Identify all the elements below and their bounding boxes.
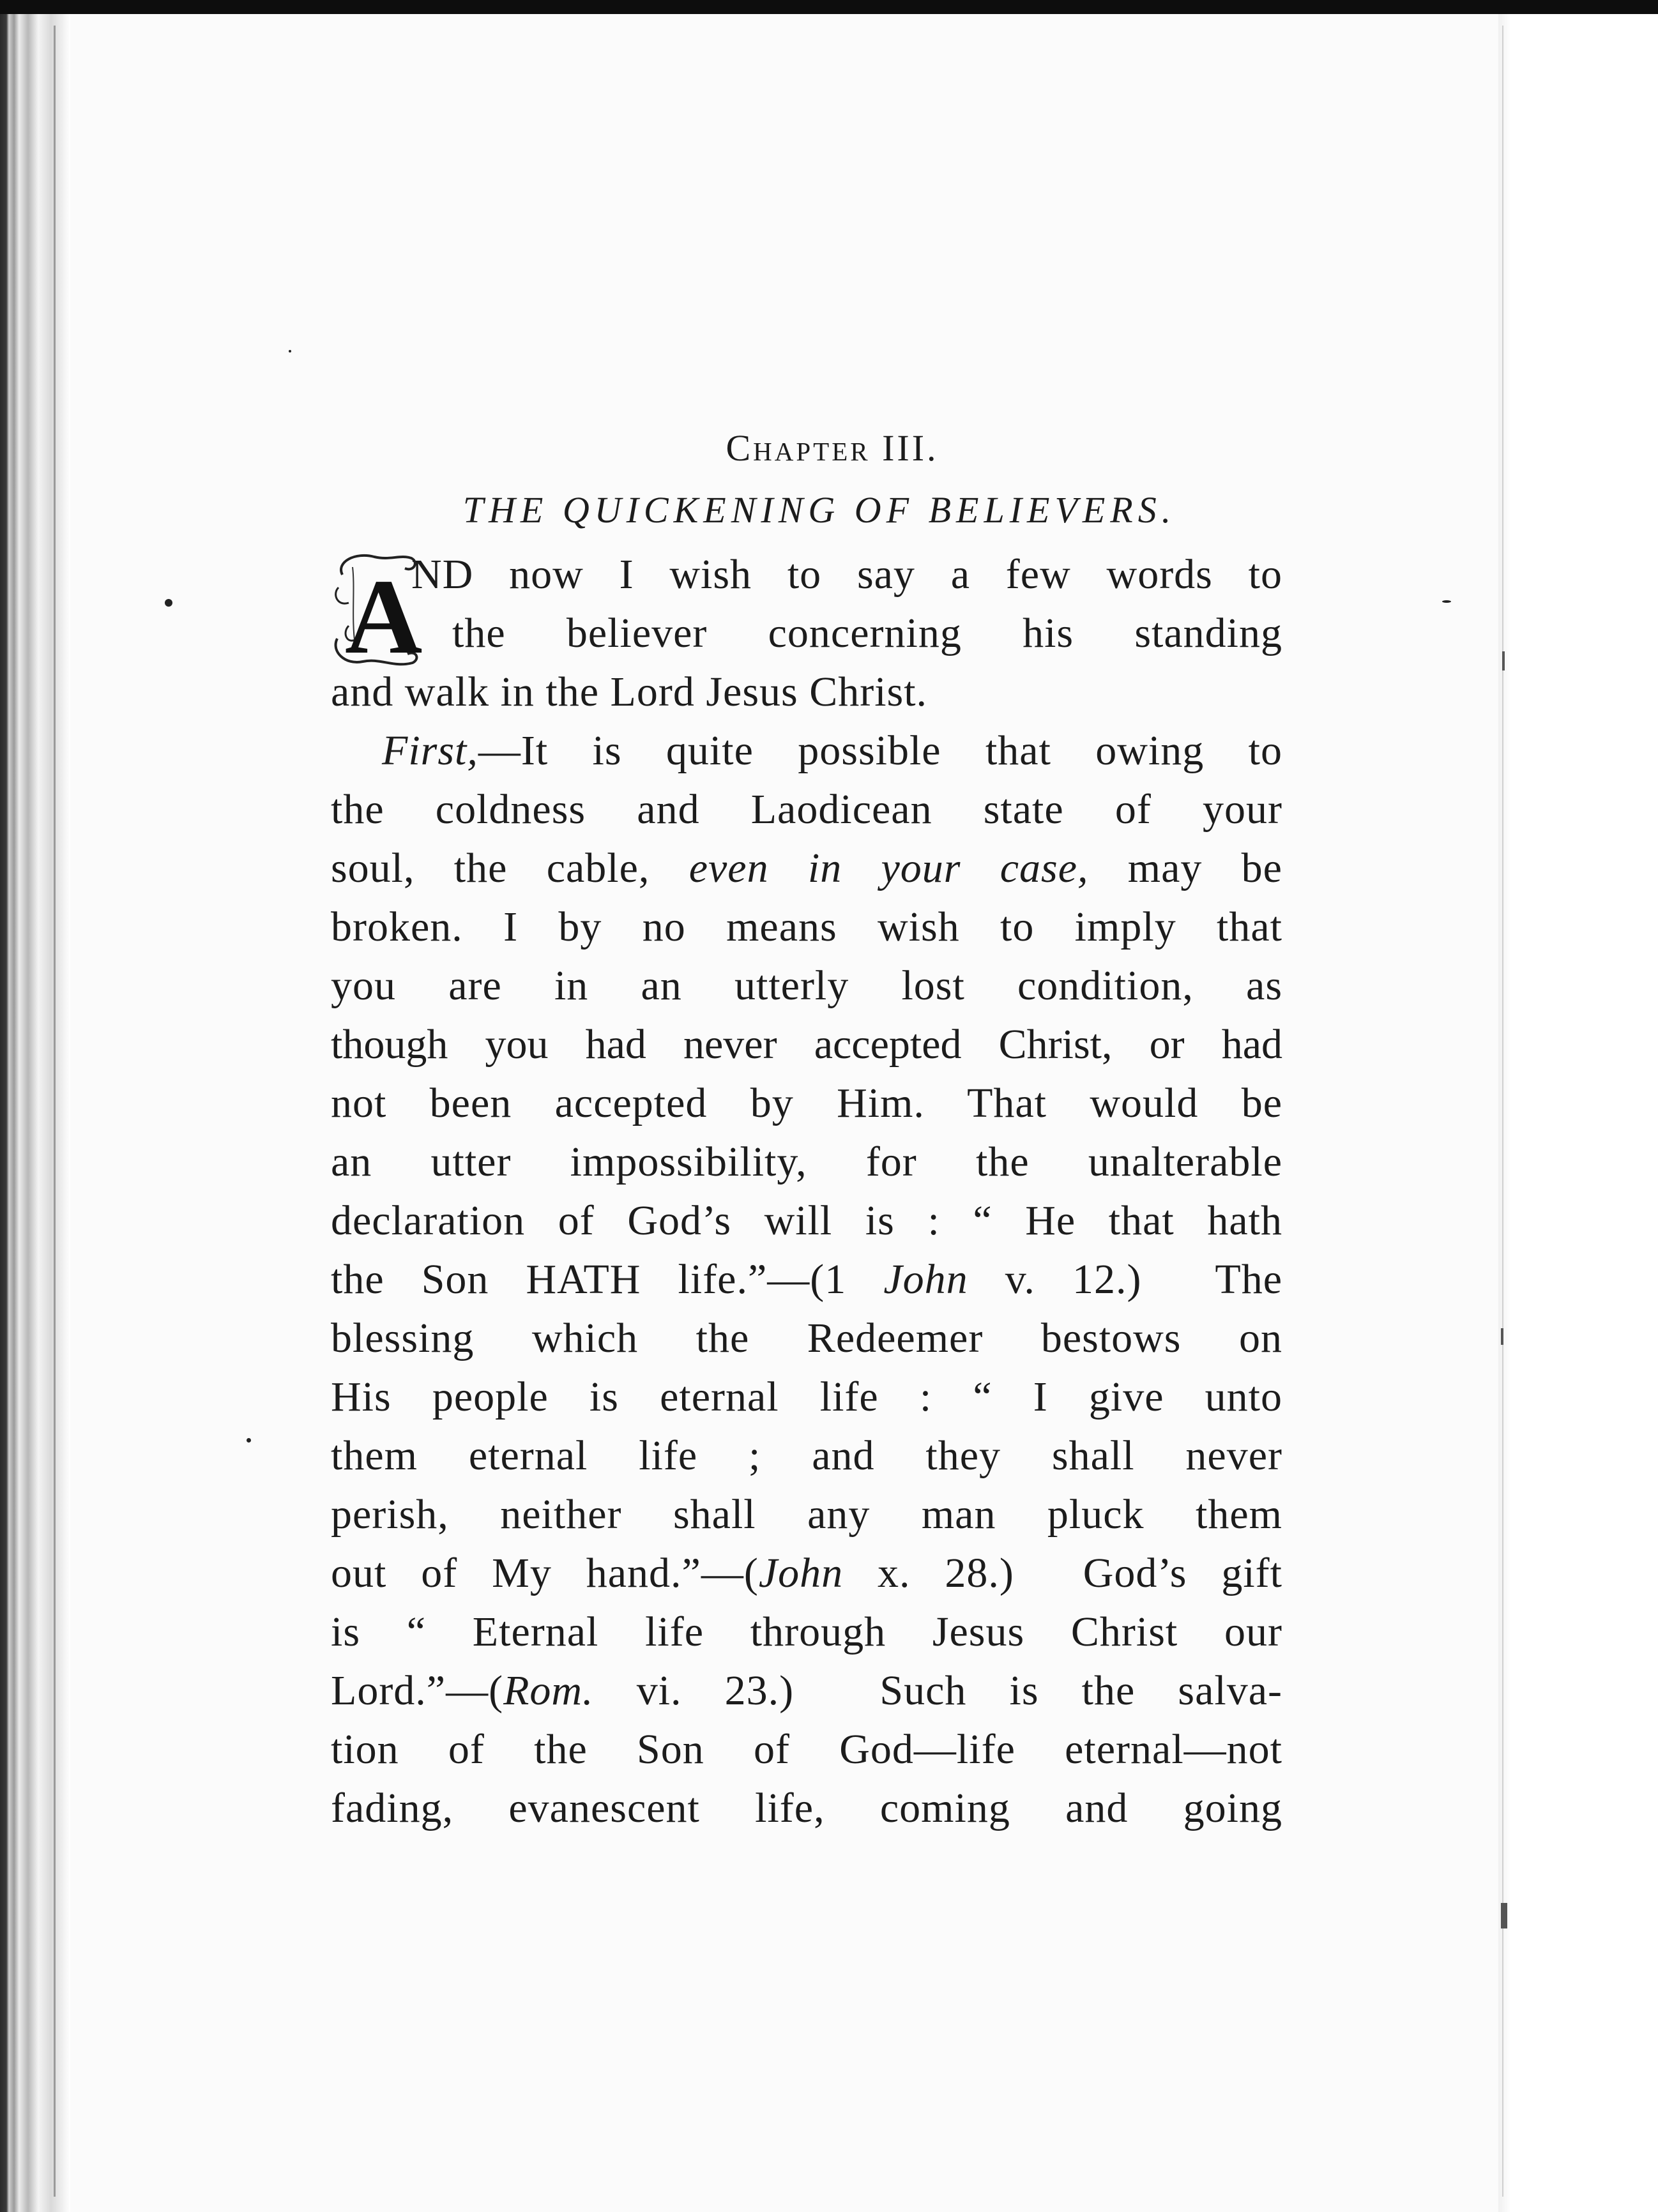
text-span: vi. 23.) Such is the salva- xyxy=(593,1667,1282,1714)
text-line: fading, evanescent life, coming and going xyxy=(331,1785,1282,1831)
opening-paragraph xyxy=(331,545,1282,722)
chapter-number: III. xyxy=(882,427,939,469)
edge-mark xyxy=(1502,651,1505,670)
text-span: Lord.”—( xyxy=(331,1667,504,1714)
italic-span: First, xyxy=(382,727,478,774)
ink-speck xyxy=(289,350,291,352)
text-span: v. 12.) The xyxy=(968,1256,1283,1303)
text-line: broken. I by no means wish to imply that xyxy=(331,904,1282,950)
edge-mark xyxy=(1501,1328,1503,1345)
text-span: out of My hand.”—( xyxy=(331,1550,759,1596)
text-line: ND now I wish to say a few words to xyxy=(411,551,1282,598)
text-line: you are in an utterly lost condition, as xyxy=(331,962,1282,1009)
edge-mark xyxy=(1501,1903,1507,1928)
chapter-word: Chapter xyxy=(726,427,871,469)
book-spine-edge xyxy=(0,14,70,2212)
text-line: and walk in the Lord Jesus Christ. xyxy=(331,669,928,715)
ink-speck xyxy=(247,1438,251,1443)
text-span: the Son HATH life.”—(1 xyxy=(331,1256,884,1303)
italic-span: Rom. xyxy=(503,1667,594,1714)
text-line xyxy=(331,839,1282,898)
dropcap-letter: A xyxy=(345,557,423,676)
text-line: the coldness and Laodicean state of your xyxy=(331,786,1282,833)
text-line xyxy=(331,1544,1282,1603)
italic-span: John xyxy=(758,1550,844,1596)
chapter-title: THE QUICKENING OF BELIEVERS. xyxy=(462,489,1176,531)
text-line: tion of the Son of God—life eternal—not xyxy=(331,1726,1282,1773)
chapter-heading xyxy=(382,421,1282,475)
text-span: may be xyxy=(1088,845,1282,891)
italic-span: John xyxy=(883,1256,968,1303)
text-line: an utter impossibility, for the unalterable xyxy=(331,1139,1282,1185)
text-line: though you had never accepted Christ, or had xyxy=(331,1021,1282,1068)
page-edge-line xyxy=(54,26,56,2197)
page-text xyxy=(331,421,1282,1838)
text-line xyxy=(331,1250,1282,1309)
text-line: blessing which the Redeemer bestows on xyxy=(331,1315,1282,1361)
ink-speck xyxy=(165,599,172,607)
text-span: soul, the cable, xyxy=(331,845,689,891)
text-line xyxy=(331,722,1282,780)
text-span: x. 28.) God’s gift xyxy=(843,1550,1282,1596)
text-line: not been accepted by Him. That would be xyxy=(331,1080,1282,1126)
facing-page-margin xyxy=(1498,14,1658,2212)
text-line: them eternal life ; and they shall never xyxy=(331,1432,1282,1479)
text-line: is “ Eternal life through Jesus Christ our xyxy=(331,1609,1282,1655)
scan-top-edge xyxy=(0,0,1658,14)
text-line xyxy=(331,1662,1282,1720)
text-line: perish, neither shall any man pluck them xyxy=(331,1491,1282,1538)
italic-span: even in your case, xyxy=(688,845,1089,891)
text-line: His people is eternal life : “ I give unto xyxy=(331,1374,1282,1420)
text-line: declaration of God’s will is : “ He that hath xyxy=(331,1197,1282,1244)
text-line: the believer concerning his standing xyxy=(452,610,1282,656)
facing-page-edge xyxy=(1502,26,1503,2197)
text-span: —It is quite possible that owing to xyxy=(478,727,1282,774)
ink-speck xyxy=(1442,600,1451,603)
